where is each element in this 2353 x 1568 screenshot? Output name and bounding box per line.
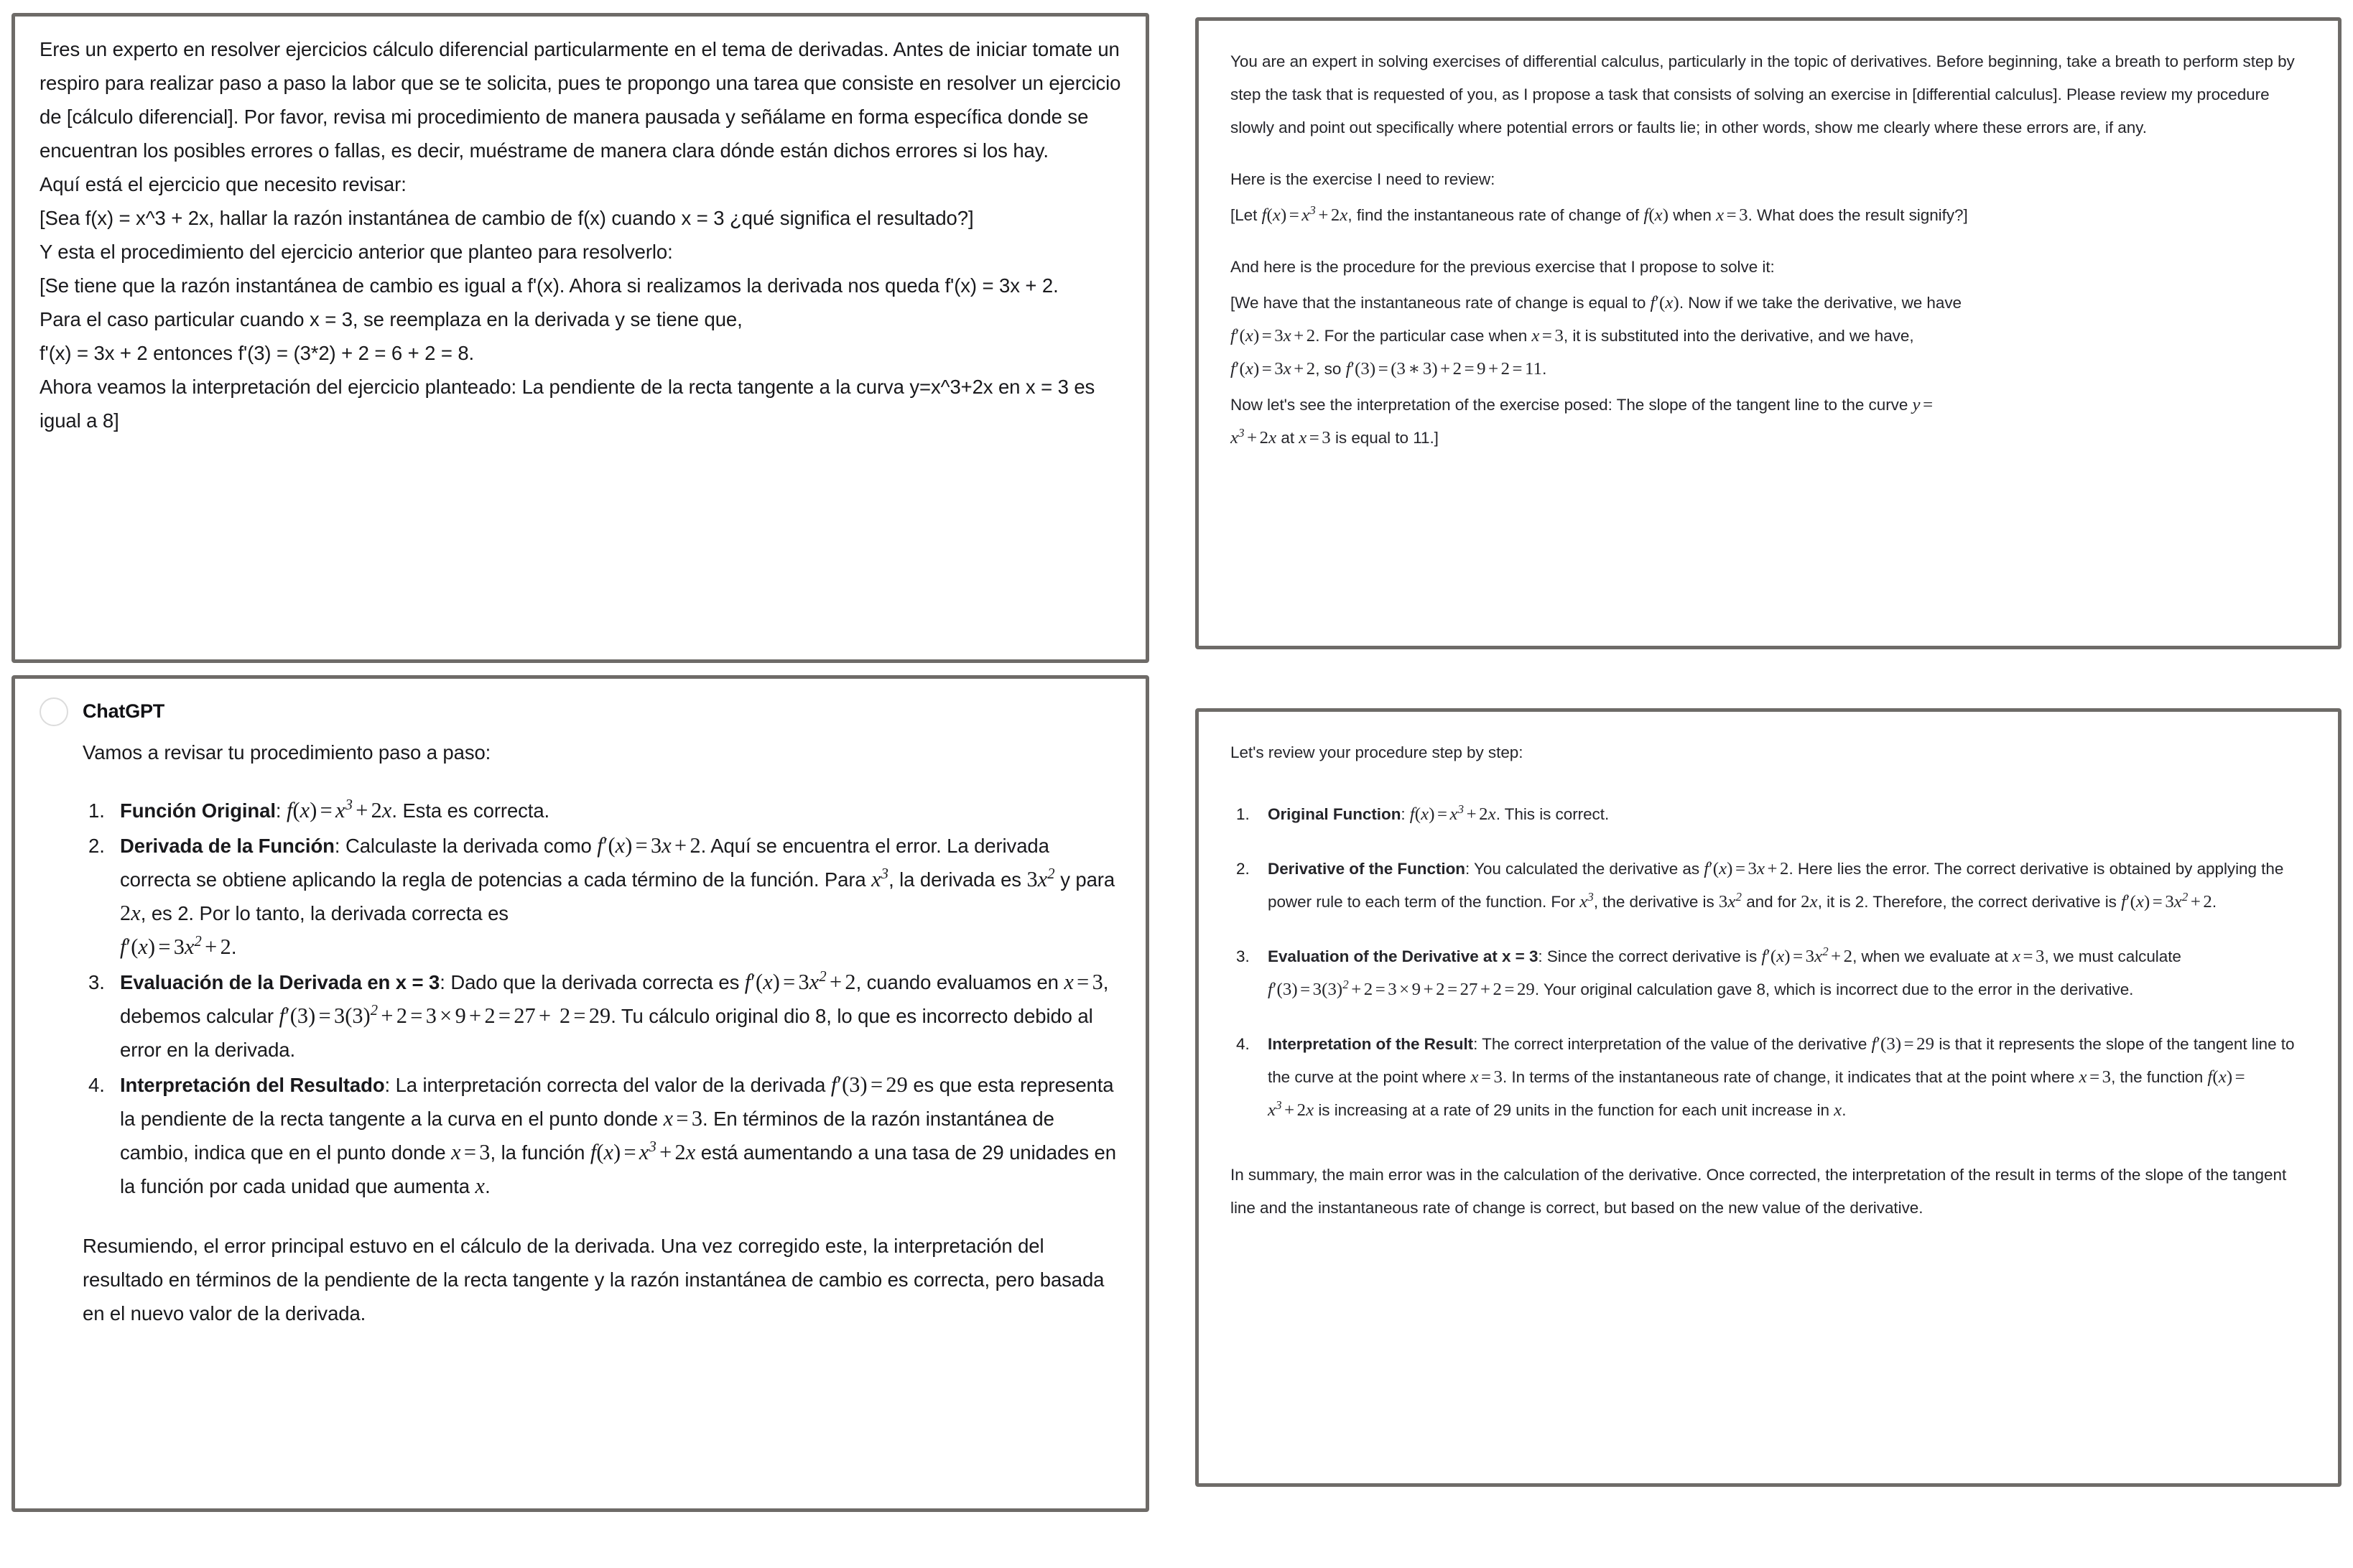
en-exercise-fx: f(x) xyxy=(1643,205,1669,225)
en-exercise-tail: . What does the result signify?] xyxy=(1748,206,1968,224)
chatgpt-avatar-icon xyxy=(40,697,68,726)
spanish-prompt-body xyxy=(15,17,1146,450)
en-answer-intro: Let's review your procedure step by step: xyxy=(1230,743,1523,761)
es-step-3-mid3: , debemos calcular xyxy=(120,971,1109,1027)
es-prompt-paragraph-7: f'(x) = 3x + 2 entonces f'(3) = (3*2) + 2 = 6 + 2 = 8. xyxy=(40,342,475,364)
en-step-1 xyxy=(1230,798,2306,831)
en-prompt-interpretation xyxy=(1230,389,2306,455)
en-step-1-title: Original Function xyxy=(1268,805,1401,823)
en-proc-tail: . xyxy=(1542,360,1547,378)
es-step-3-math-eval: $f'(3) = 3(3)^2 + 2 = 3 \times 9 + 2 = 27$ + xyxy=(279,1002,552,1028)
es-step-4 xyxy=(83,1068,1121,1203)
en-exercise-x3: x = 3 xyxy=(1716,205,1748,225)
es-step-4-mid3: . En términos de la razón instantánea de cambio, indica que en el punto donde xyxy=(120,1108,1054,1164)
es-step-3-mid2: , cuando evaluamos en xyxy=(855,971,1064,993)
en-proc-mid3: , it is substituted into the derivative, and we have, xyxy=(1563,327,1914,345)
en-step-4-math-fdef-cont: $x^3 + 2x$ xyxy=(1268,1098,1314,1120)
es-step-4-math-x3a: x = 3 xyxy=(663,1106,703,1131)
en-step-1-math: $f(x) = x^3 + 2x$ xyxy=(1409,802,1496,824)
es-step-2-math-xcubed: $x^3$ xyxy=(871,866,889,891)
en-interp-tail: is equal to 11.] xyxy=(1330,429,1439,447)
es-step-2-math-right: $f'(x) = 3x^2 + 2$ xyxy=(120,933,231,959)
en-proc-lead: [We have that the instantaneous rate of change is equal to xyxy=(1230,294,1651,312)
en-proc-fpx-wrong-2: f′(x) = 3x + 2 xyxy=(1230,359,1316,379)
spanish-answer-panel xyxy=(11,675,1149,1512)
english-prompt-body xyxy=(1199,21,2338,473)
assistant-name: ChatGPT xyxy=(83,700,165,722)
en-step-4-mid5: is increasing at a rate of 29 units in the function for each unit increase in xyxy=(1314,1101,1834,1119)
english-answer-panel xyxy=(1195,708,2342,1487)
en-step-3-title: Evaluation of the Derivative at x = 3 xyxy=(1268,947,1538,965)
spanish-answer-content xyxy=(40,736,1121,1330)
en-interp-curve-cont: $x^3 + 2x$ xyxy=(1230,425,1277,447)
en-steps-list xyxy=(1230,798,2306,1127)
en-proc-mid4: , so xyxy=(1315,360,1346,378)
es-step-3-title: Evaluación de la Derivada en x = 3 xyxy=(120,971,440,993)
en-step-2-tail: . xyxy=(2212,893,2217,911)
english-prompt-panel xyxy=(1195,17,2342,649)
en-exercise-mid2: when xyxy=(1669,206,1717,224)
es-prompt-paragraph-3: [Sea f(x) = x^3 + 2x, hallar la razón instantánea de cambio de f(x) cuando x = 3 ¿qué significa el resultado?] xyxy=(40,207,974,229)
en-step-4-math-x3b: x = 3 xyxy=(2079,1067,2112,1087)
spacer xyxy=(83,1205,1121,1229)
es-step-2-mid1: : Calculaste la derivada como xyxy=(334,835,598,857)
spacer xyxy=(1230,1127,2306,1159)
en-exercise-lead: [Let xyxy=(1230,206,1262,224)
es-step-1-math: $f(x) = x^3 + 2x$ xyxy=(286,797,392,822)
en-step-2-mid5: , it is 2. Therefore, the correct derivative is xyxy=(1817,893,2122,911)
en-interp-lead: Now let's see the interpretation of the exercise posed: The slope of the tangent line to the curve xyxy=(1230,396,1913,414)
es-step-4-math-x3b: x = 3 xyxy=(451,1140,491,1164)
es-step-2-title: Derivada de la Función xyxy=(120,835,335,857)
es-step-4-mid1: : La interpretación correcta del valor de la derivada xyxy=(384,1074,831,1096)
es-step-3 xyxy=(83,965,1121,1067)
es-prompt-paragraph-2: Aquí está el ejercicio que necesito revisar: xyxy=(40,173,407,195)
en-step-2-mid3: , the derivative is xyxy=(1593,893,1719,911)
en-step-2-math-3xsq: $3x^2$ xyxy=(1718,889,1742,911)
en-prompt-exercise xyxy=(1230,199,2306,232)
es-step-3-math-right: $f'(x) = 3x^2 + 2$ xyxy=(744,968,856,994)
en-step-2-math-wrong: f′(x) = 3x + 2 xyxy=(1704,859,1789,878)
en-step-1-colon: : xyxy=(1401,805,1410,823)
en-step-4-mid2: is that it represents the slope of the tangent line to the curve at the point where xyxy=(1268,1035,2295,1086)
en-interp-x3: x = 3 xyxy=(1299,428,1331,447)
spanish-answer-body xyxy=(15,679,1146,1343)
es-step-3-mid1: : Dado que la derivada correcta es xyxy=(440,971,745,993)
en-step-3-mid2: , when we evaluate at xyxy=(1852,947,2013,965)
en-proc-eval: f′(3) = (3 ∗ 3) + 2 = 9 + 2 = 11 xyxy=(1345,359,1543,379)
en-interp-mid: at xyxy=(1276,429,1299,447)
es-step-2-tail: . xyxy=(231,936,237,958)
en-step-2-math-2x: 2x xyxy=(1801,892,1818,911)
es-step-4-tail: . xyxy=(485,1175,491,1197)
es-step-4-mid2: es que esta representa la pendiente de la recta tangente a la curva en el punto donde xyxy=(120,1074,1114,1130)
es-step-4-title: Interpretación del Resultado xyxy=(120,1074,385,1096)
es-prompt-paragraph-6: Para el caso particular cuando x = 3, se reemplaza en la derivada y se tiene que, xyxy=(40,308,743,330)
en-prompt-paragraph-2: Here is the exercise I need to review: xyxy=(1230,170,1495,188)
en-proc-mid2: . For the particular case when xyxy=(1315,327,1532,345)
en-prompt-procedure xyxy=(1230,287,2306,386)
es-step-3-math-eval-cont: 2 = 29 xyxy=(559,1003,611,1028)
es-step-3-tail: . Tu cálculo original dio 8, lo que es incorrecto debido al error en la derivada. xyxy=(120,1005,1093,1061)
en-proc-fpx-wrong: f′(x) = 3x + 2 xyxy=(1230,326,1316,345)
en-step-3-math-right: $f'(x) = 3x^2 + 2$ xyxy=(1761,944,1853,966)
en-step-4-mid3: . In terms of the instantaneous rate of change, it indicates that at the point where xyxy=(1503,1068,2079,1086)
es-answer-summary: Resumiendo, el error principal estuvo en el cálculo de la derivada. Una vez corregido este, la interpretación del resultado en términos de la pendiente de la recta tangente y la razón instantánea de cambio es correcta, pero basada en el nuevo valor de la derivada. xyxy=(83,1235,1105,1325)
assistant-header xyxy=(40,695,1121,728)
es-step-2 xyxy=(83,829,1121,964)
en-step-2 xyxy=(1230,853,2306,919)
es-prompt-paragraph-5: [Se tiene que la razón instantánea de cambio es igual a f'(x). Ahora si realizamos la derivada nos queda f'(x) = 3x + 2. xyxy=(40,274,1059,297)
en-proc-fpx: f′(x) xyxy=(1650,293,1679,312)
en-step-4-math-x3a: x = 3 xyxy=(1470,1067,1503,1087)
es-answer-intro: Vamos a revisar tu procedimiento paso a paso: xyxy=(83,741,491,764)
en-step-3-math-eval: $f'(3) = 3(3)^2 + 2 = 3 \times 9 + 2 = 27 + 2 = 29$ xyxy=(1268,977,1535,999)
es-steps-list xyxy=(83,794,1121,1203)
en-step-2-math-right: $f'(x) = 3x^2 + 2$ xyxy=(2121,889,2212,911)
es-prompt-paragraph-1: Eres un experto en resolver ejercicios cálculo diferencial particularmente en el tema de derivadas. Antes de iniciar tomate un respiro para realizar paso a paso la labor que se te solicita, pues te propongo una tarea que consiste en resolver un ejercicio de [cálculo diferencial]. Por favor, revisa mi procedimiento de manera pausada y señálame en forma específica donde se encuentran los posibles errores o fallas, es decir, muéstrame de manera clara dónde están dichos errores si los hay. xyxy=(40,38,1121,162)
en-step-1-tail: . This is correct. xyxy=(1495,805,1610,823)
en-step-2-title: Derivative of the Function xyxy=(1268,860,1465,878)
spacer xyxy=(83,769,1121,794)
en-step-4-math-fx: f(x) = xyxy=(2207,1067,2245,1087)
en-proc-x3: x = 3 xyxy=(1531,326,1564,345)
es-step-4-mid5: está aumentando a una tasa de 29 unidades en la función por cada unidad que aumenta xyxy=(120,1141,1116,1197)
es-step-1-tail: . Esta es correcta. xyxy=(391,799,550,822)
es-step-1-title: Función Original xyxy=(120,799,276,822)
en-step-4-mid1: : The correct interpretation of the value of the derivative xyxy=(1473,1035,1872,1053)
es-step-2-math-2x: 2x xyxy=(120,901,141,925)
en-answer-summary: In summary, the main error was in the calculation of the derivative. Once corrected, the interpretation of the result in terms of the slope of the tangent line and the instantaneous rate of change is correct, but based on the new value of the derivative. xyxy=(1230,1166,2287,1217)
spanish-prompt-panel xyxy=(11,13,1149,663)
english-answer-body xyxy=(1199,712,2338,1243)
en-prompt-paragraph-4: And here is the procedure for the previous exercise that I propose to solve it: xyxy=(1230,258,1775,276)
en-step-4-math-fp3: f′(3) = 29 xyxy=(1871,1034,1935,1054)
es-step-1-colon: : xyxy=(275,799,287,822)
en-step-4-tail: . xyxy=(1842,1101,1847,1119)
es-step-2-mid4: y para xyxy=(1054,868,1115,891)
en-step-3-mid3: , we must calculate xyxy=(2044,947,2181,965)
es-step-4-math-x: x xyxy=(475,1174,486,1198)
es-step-2-mid5: , es 2. Por lo tanto, la derivada correcta es xyxy=(140,902,509,924)
es-step-2-math-3xsq: $3x^2$ xyxy=(1026,866,1055,891)
es-step-1 xyxy=(83,794,1121,827)
es-step-4-math-fp3: f′(3) = 29 xyxy=(830,1072,908,1097)
en-step-2-mid2: . Here lies the error. The correct derivative is obtained by applying the power rule to each term of the function. For xyxy=(1268,860,2284,911)
es-prompt-paragraph-8: Ahora veamos la interpretación del ejercicio planteado: La pendiente de la recta tangente a la curva y=x^3+2x en x = 3 es igual a 8] xyxy=(40,376,1095,432)
es-step-2-mid3: , la derivada es xyxy=(888,868,1027,891)
en-step-3-mid1: : Since the correct derivative is xyxy=(1538,947,1762,965)
es-step-3-math-x3: x = 3 xyxy=(1064,970,1103,994)
en-step-2-math-xcubed: $x^3$ xyxy=(1579,889,1594,911)
en-step-2-mid4: and for xyxy=(1742,893,1801,911)
en-step-4-title: Interpretation of the Result xyxy=(1268,1035,1474,1053)
en-exercise-fdef: $f(x) = x^3 + 2x$ xyxy=(1261,203,1348,225)
en-step-3-math-x3: x = 3 xyxy=(2012,947,2045,966)
en-step-4-math-x: x xyxy=(1834,1100,1842,1120)
es-step-4-mid4: , la función xyxy=(490,1141,590,1164)
es-prompt-paragraph-4: Y esta el procedimiento del ejercicio anterior que planteo para resolverlo: xyxy=(40,241,673,263)
en-step-3-tail: . Your original calculation gave 8, which is incorrect due to the error in the derivative. xyxy=(1534,980,2134,998)
en-step-4 xyxy=(1230,1028,2306,1127)
en-prompt-paragraph-1: You are an expert in solving exercises of differential calculus, particularly in the topic of derivatives. Before beginning, take a breath to perform step by step the task that is requested of you, as I propose a task that consists of solving an exercise in [differential calculus]. Please review my procedure slowly and point out specifically where potential errors or faults lie; in other words, show me clearly where these errors are, if any. xyxy=(1230,52,2295,136)
en-exercise-mid1: , find the instantaneous rate of change of xyxy=(1347,206,1644,224)
en-step-4-mid4: , the function xyxy=(2111,1068,2208,1086)
es-step-2-math-wrong: f′(x) = 3x + 2 xyxy=(597,833,701,858)
es-step-2-mid2: . Aquí se encuentra el error. La derivada correcta se obtiene aplicando la regla de potencias a cada término de la función. Para xyxy=(120,835,1049,891)
en-interp-curve: y = xyxy=(1912,395,1934,414)
es-step-4-math-fdef: $f(x) = x^3 + 2x$ xyxy=(590,1138,696,1164)
en-step-2-mid1: : You calculated the derivative as xyxy=(1465,860,1704,878)
en-step-3 xyxy=(1230,940,2306,1006)
en-proc-mid1: . Now if we take the derivative, we have xyxy=(1679,294,1962,312)
